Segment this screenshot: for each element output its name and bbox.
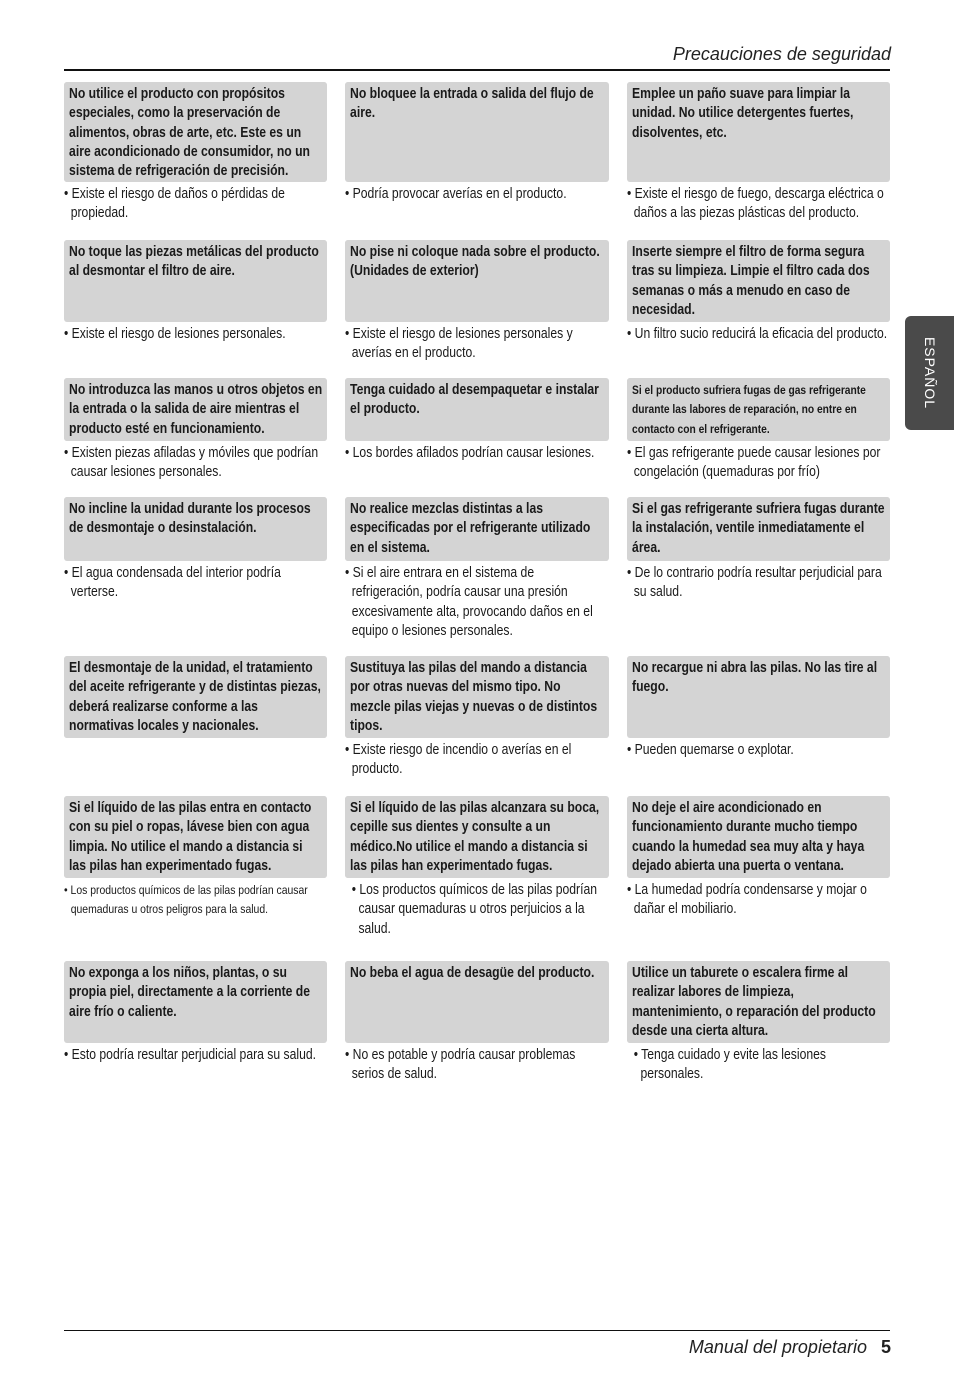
precaution-row: [64, 240, 890, 378]
precaution-item: [64, 378, 327, 497]
page-header-title: Precauciones de seguridad: [672, 44, 891, 64]
header-rule: [64, 69, 890, 71]
precaution-item: [64, 961, 327, 1091]
precaution-note: • Pueden quemarse o explotar.: [626, 742, 794, 758]
precaution-note: • Los productos químicos de las pilas podrían causar quemaduras u otros perjuicios a la salud.: [352, 882, 598, 937]
precaution-item: [64, 497, 327, 656]
precaution-note: • Existen piezas afiladas y móviles que podrían causar lesiones personales.: [64, 445, 319, 481]
precaution-box: Si el producto sufriera fugas de gas refrigerante durante las labores de reparación, no entre en contacto con el refrigerante.: [627, 378, 890, 441]
precaution-note: • Existe el riesgo de daños o pérdidas de propiedad.: [64, 186, 285, 222]
precaution-note: • Los bordes afilados podrían causar lesiones.: [345, 445, 595, 461]
precaution-row: [64, 378, 890, 497]
language-side-tab: [905, 316, 954, 430]
precaution-item: [627, 497, 890, 656]
precaution-note: • De lo contrario podría resultar perjudicial para su salud.: [626, 565, 882, 601]
precaution-box: Tenga cuidado al desempaquetar e instalar el producto.: [345, 378, 608, 424]
precaution-note: • Podría provocar averías en el producto.: [345, 186, 567, 202]
precaution-item: [345, 796, 608, 961]
precaution-box: No beba el agua de desagüe del producto.: [345, 961, 608, 987]
precaution-box: No incline la unidad durante los procesos de desmontaje o desinstalación.: [64, 497, 327, 543]
precaution-row: [64, 961, 890, 1091]
precaution-item: [627, 961, 890, 1091]
precaution-item: [627, 82, 890, 240]
precaution-item: [345, 82, 608, 240]
precaution-item: [345, 961, 608, 1091]
language-tab-label: ESPAÑOL: [921, 336, 938, 410]
precaution-item: [627, 656, 890, 796]
precaution-item: [64, 656, 327, 796]
precaution-note: • El agua condensada del interior podría verterse.: [64, 565, 281, 601]
page-number: 5: [880, 1337, 891, 1357]
precaution-box: Utilice un taburete o escalera firme al realizar labores de limpieza, mantenimiento, o reparación del producto desde una cierta altura.: [627, 961, 890, 1043]
precaution-box: No introduzca las manos u otros objetos en la entrada o la salida de aire mientras el producto esté en funcionamiento.: [64, 378, 327, 441]
precaution-box: Si el líquido de las pilas alcanzara su boca, cepille sus dientes y consulte a un médico.No utilice el mando a distancia si las pilas han experimentado fugas.: [345, 796, 608, 878]
precaution-item: [627, 796, 890, 961]
precaution-item: [627, 240, 890, 378]
precautions-grid: [64, 82, 890, 1091]
precaution-note: • No es potable y podría causar problemas serios de salud.: [345, 1047, 576, 1083]
page-footer: [689, 1337, 891, 1358]
precaution-note: • Existe el riesgo de lesiones personales.: [64, 326, 286, 342]
precaution-box: No realice mezclas distintas a las especificadas por el refrigerante utilizado en el sistema.: [345, 497, 608, 561]
precaution-note: • La humedad podría condensarse y mojar o dañar el mobiliario.: [626, 882, 867, 918]
precaution-row: [64, 656, 890, 796]
precaution-note: • Tenga cuidado y evite las lesiones personales.: [633, 1047, 826, 1083]
precaution-box: No pise ni coloque nada sobre el producto. (Unidades de exterior): [345, 240, 608, 286]
precaution-note: • Un filtro sucio reducirá la eficacia del producto.: [626, 326, 887, 342]
precaution-item: [345, 656, 608, 796]
precaution-note: • Los productos químicos de las pilas podrían causar quemaduras u otros peligros para la salud.: [64, 883, 308, 917]
precaution-row: [64, 82, 890, 240]
precaution-box: No toque las piezas metálicas del producto al desmontar el filtro de aire.: [64, 240, 327, 286]
precaution-box: El desmontaje de la unidad, el tratamiento del aceite refrigerante y de distintas piezas, deberá realizarse conforme a las normativas locales y nacionales.: [64, 656, 327, 738]
precaution-box: No exponga a los niños, plantas, o su propia piel, directamente a la corriente de aire frío o caliente.: [64, 961, 327, 1026]
footer-rule: [64, 1330, 890, 1331]
precaution-item: [64, 82, 327, 240]
precaution-item: [345, 497, 608, 656]
precaution-box: No bloquee la entrada o salida del flujo de aire.: [345, 82, 608, 128]
precaution-item: [64, 796, 327, 961]
precaution-item: [64, 240, 327, 378]
precaution-item: [627, 378, 890, 497]
precaution-box: No recargue ni abra las pilas. No las tire al fuego.: [627, 656, 890, 702]
precaution-note: • Existe el riesgo de lesiones personales y averías en el producto.: [345, 326, 574, 362]
precaution-item: [345, 240, 608, 378]
precaution-box: Emplee un paño suave para limpiar la unidad. No utilice detergentes fuertes, disolventes, etc.: [627, 82, 890, 147]
precaution-box: No utilice el producto con propósitos especiales, como la preservación de alimentos, obras de arte, etc. Este es un aire acondicionado de consumidor, no un sistema de refrigeración de precisión.: [64, 82, 327, 182]
precaution-row: [64, 497, 890, 656]
precaution-box: Si el líquido de las pilas entra en contacto con su piel o ropas, lávese bien con agua limpia. No utilice el mando a distancia si las pilas han experimentado fugas.: [64, 796, 327, 878]
precaution-note: • El gas refrigerante puede causar lesiones por congelación (quemaduras por frío): [626, 445, 881, 481]
precaution-note: • Existe el riesgo de fuego, descarga eléctrica o daños a las piezas plásticas del producto.: [626, 186, 884, 222]
precaution-note: • Existe riesgo de incendio o averías en el producto.: [345, 742, 572, 778]
precaution-box: Inserte siempre el filtro de forma segura tras su limpieza. Limpie el filtro cada dos semanas o más a menudo en caso de necesidad.: [627, 240, 890, 322]
footer-label: Manual del propietario: [688, 1337, 867, 1357]
precaution-item: [345, 378, 608, 497]
precaution-note: • Si el aire entrara en el sistema de refrigeración, podría causar una presión excesivamente alta, provocando daños en el equipo o lesiones personales.: [345, 565, 594, 639]
precaution-box: No deje el aire acondicionado en funcionamiento durante mucho tiempo cuando la humedad sea muy alta y haya dejado abierta una puerta o ventana.: [627, 796, 890, 878]
precaution-note: • Esto podría resultar perjudicial para su salud.: [64, 1047, 317, 1063]
precaution-box: Si el gas refrigerante sufriera fugas durante la instalación, ventile inmediatamente el área.: [627, 497, 890, 561]
precaution-row: [64, 796, 890, 961]
precaution-box: Sustituya las pilas del mando a distancia por otras nuevas del mismo tipo. No mezcle pilas viejas y nuevas o de distintos tipos.: [345, 656, 608, 738]
